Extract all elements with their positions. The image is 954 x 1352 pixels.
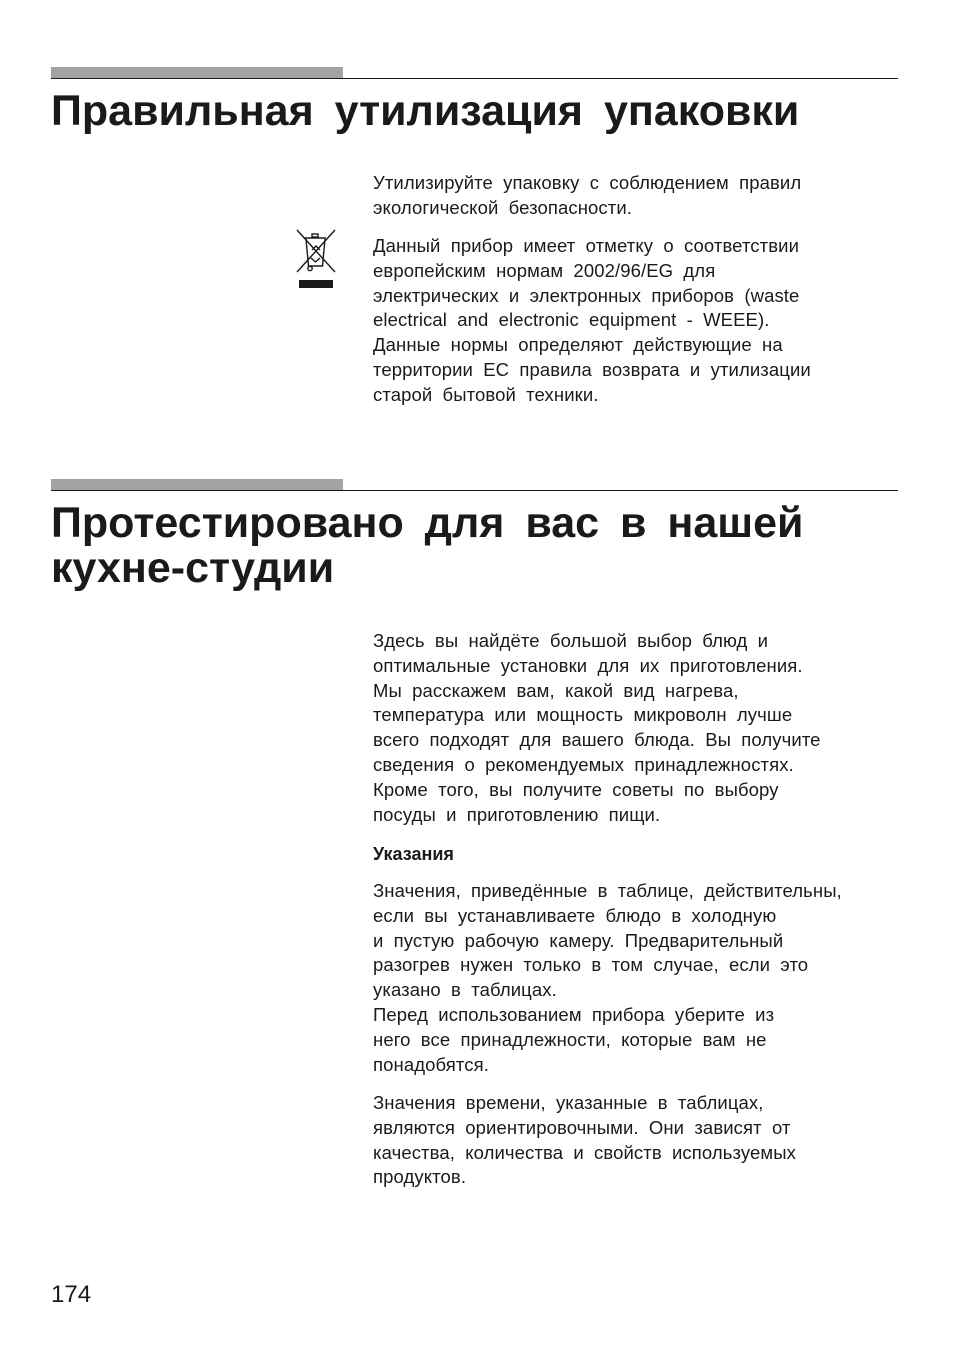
section-title-packaging-disposal: Правильная утилизация упаковки: [51, 87, 800, 135]
text-line: и пустую рабочую камеру. Предварительный: [373, 929, 784, 951]
text-line: всего подходят для вашего блюда. Вы получите: [373, 729, 821, 751]
text-line: сведения о рекомендуемых принадлежностях.: [373, 753, 794, 775]
paragraph-notes-values: [373, 879, 898, 1077]
text-line: посуды и приготовлению пищи.: [373, 803, 661, 825]
section-divider-line: [51, 490, 898, 491]
section-divider-2: [51, 479, 898, 491]
text-line: Данные нормы определяют действующие на: [373, 334, 783, 356]
text-line: разогрев нужен только в том случае, если это: [373, 954, 809, 976]
text-line: электрических и электронных приборов (waste: [373, 284, 800, 306]
text-line: указано в таблицах.: [373, 979, 557, 1001]
text-line: являются ориентировочными. Они зависят от: [373, 1116, 791, 1138]
text-line: температура или мощность микроволн лучше: [373, 704, 793, 726]
section-divider-1: [51, 67, 898, 79]
text-line: качества, количества и свойств используемых: [373, 1141, 796, 1163]
text-line: Данный прибор имеет отметку о соответствии: [373, 235, 800, 256]
paragraph-notes-times: [373, 1091, 898, 1190]
text-line: старой бытовой техники.: [373, 383, 599, 405]
text-line: территории ЕС правила возврата и утилизации: [373, 358, 811, 380]
text-line: европейским нормам 2002/96/EG для: [373, 259, 716, 281]
section-title-test-kitchen: [51, 501, 901, 591]
paragraph-weee-notice: [373, 234, 898, 408]
text-line: Перед использованием прибора уберите из: [373, 1003, 775, 1025]
text-line: продуктов.: [373, 1166, 467, 1188]
text-line: если вы устанавливаете блюдо в холодную: [373, 904, 777, 926]
paragraph-packaging-intro: [373, 171, 898, 221]
subheading-notes: Указания: [373, 844, 454, 864]
text-line: понадобятся.: [373, 1053, 489, 1075]
text-line: Кроме того, вы получите советы по выбору: [373, 778, 779, 800]
text-line: Значения, приведённые в таблице, действительны,: [373, 880, 842, 901]
title-line: Протестировано для вас в нашей: [51, 499, 804, 547]
page-number: 174: [51, 1281, 92, 1308]
text-line: Здесь вы найдёте большой выбор блюд и: [373, 630, 769, 651]
paragraph-kitchen-intro: [373, 629, 898, 827]
text-line: оптимальные установки для их приготовления.: [373, 654, 803, 676]
title-line: кухне-студии: [51, 544, 335, 592]
weee-crossed-bin-icon: [295, 228, 337, 292]
text-line: electrical and electronic equipment - WEEE).: [373, 309, 770, 331]
text-line: Значения времени, указанные в таблицах,: [373, 1092, 764, 1113]
text-line: экологической безопасности.: [373, 196, 633, 218]
text-line: него все принадлежности, которые вам не: [373, 1028, 767, 1050]
text-line: Мы расскажем вам, какой вид нагрева,: [373, 679, 739, 701]
text-line: Утилизируйте упаковку с соблюдением правил: [373, 172, 802, 193]
section-divider-line: [51, 78, 898, 79]
